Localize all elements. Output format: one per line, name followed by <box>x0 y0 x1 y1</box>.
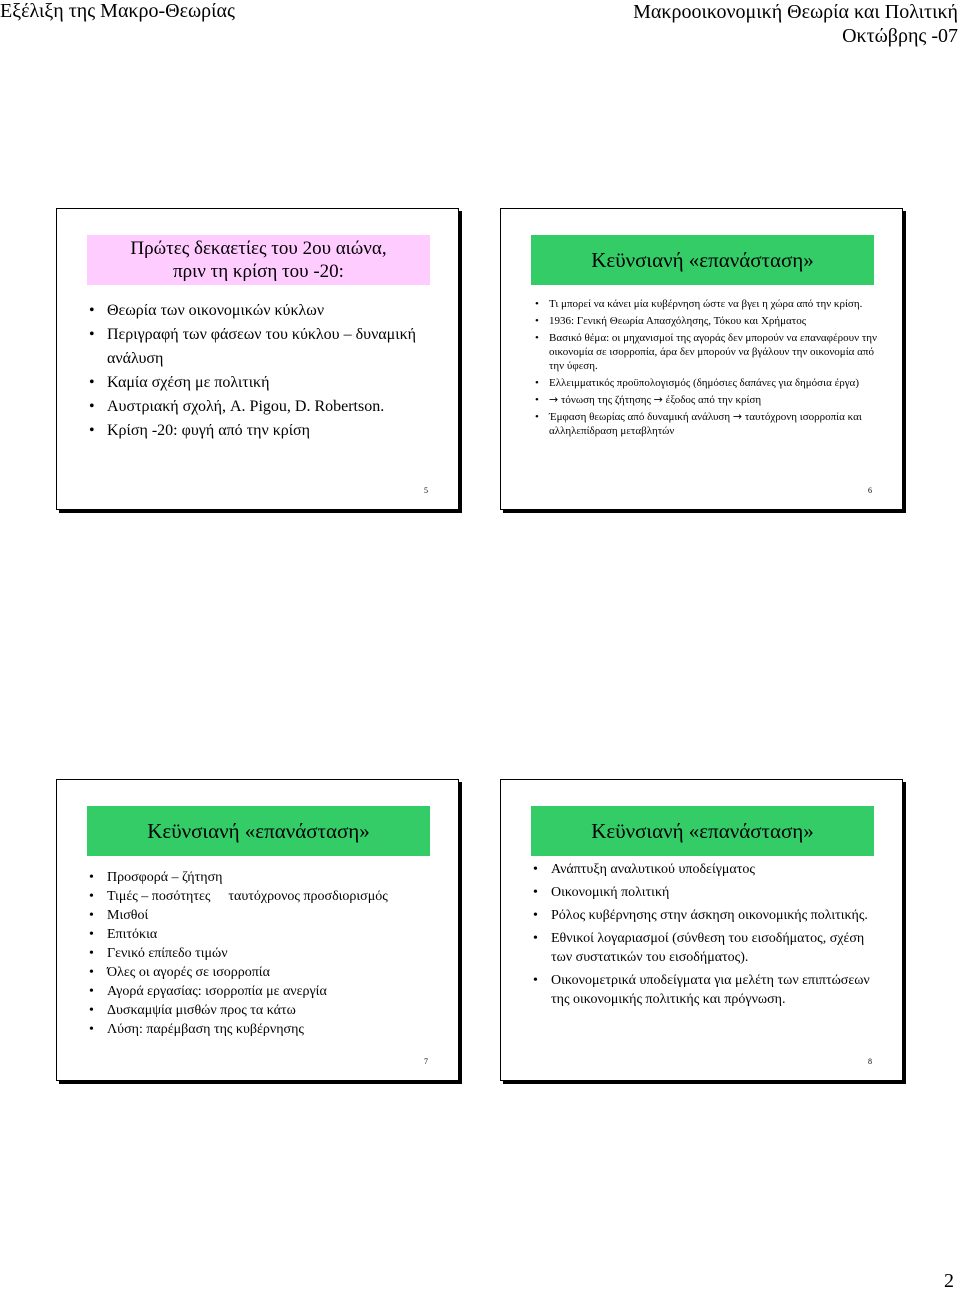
slide-6 <box>500 208 903 510</box>
bullet-item: • Καμία σχέση με πολιτική <box>87 371 440 395</box>
arrow-right-icon: → <box>653 393 663 406</box>
bullet-item: • Γενικό επίπεδο τιμών <box>87 944 440 963</box>
bullet-item <box>531 410 884 438</box>
bullet-item: • Εθνικοί λογαριασμοί (σύνθεση του εισοδήματος, σχέση των συστατικών του εισοδήματος). <box>531 929 884 967</box>
bullet-item: • Ελλειμματικός προϋπολογισμός (δημόσιες δαπάνες για δημόσια έργα) <box>531 376 884 390</box>
bullet-text-part: ταυτόχρονη ισορροπία και αλληλεπίδραση μεταβλητών <box>549 411 862 437</box>
slide-7 <box>56 779 459 1081</box>
bullet-item: • Τι μπορεί να κάνει μία κυβέρνηση ώστε να βγει η χώρα από την κρίση. <box>531 297 884 311</box>
arrow-right-icon: → <box>732 410 743 423</box>
bullet-list <box>87 868 440 1039</box>
bullet-item: • Μισθοί <box>87 906 440 925</box>
header-left-title: Εξέλιξη της Μακρο-Θεωρίας <box>0 0 235 22</box>
slide-title: Κεϋνσιανή «επανάσταση» <box>87 806 430 856</box>
bullet-item: • Ρόλος κυβέρνησης στην άσκηση οικονομικής πολιτικής. <box>531 906 884 925</box>
bullet-item: • Περιγραφή των φάσεων του κύκλου – δυναμική ανάλυση <box>87 323 440 371</box>
bullet-item: • Βασικό θέμα: οι μηχανισμοί της αγοράς δεν μπορούν να επαναφέρουν την οικονομία σε ισορροπία, άρα δεν μπορούν να βγάλουν την οικονομία από την ύφεση. <box>531 331 884 373</box>
bullet-item: • Επιτόκια <box>87 925 440 944</box>
bullet-list <box>531 297 884 441</box>
slide-number: 7 <box>424 1057 428 1066</box>
bullet-text-part: Τιμές – ποσότητες <box>107 889 211 904</box>
slide-number: 6 <box>868 486 872 495</box>
slide-5 <box>56 208 459 510</box>
bullet-item: • Κρίση -20: φυγή από την κρίση <box>87 419 440 443</box>
bullet-item <box>87 887 440 906</box>
page-number: 2 <box>944 1270 954 1292</box>
slide-title-line-2: πριν τη κρίση του -20: <box>173 261 344 282</box>
bullet-list <box>87 299 440 443</box>
bullet-item: • Δυσκαμψία μισθών προς τα κάτω <box>87 1001 440 1020</box>
bullet-item: • 1936: Γενική Θεωρία Απασχόλησης, Τόκου και Χρήματος <box>531 314 884 328</box>
bullet-list <box>531 860 884 1013</box>
bullet-text-part: ταυτόχρονος προσδιορισμός <box>228 889 388 904</box>
bullet-item: • Οικονομετρικά υποδείγματα για μελέτη των επιπτώσεων της οικονομικής πολιτικής και πρόγνωση. <box>531 971 884 1009</box>
slide-number: 5 <box>424 486 428 495</box>
slide-title <box>87 235 430 285</box>
bullet-item: • Λύση: παρέμβαση της κυβέρνησης <box>87 1020 440 1039</box>
slide-number: 8 <box>868 1057 872 1066</box>
bullet-text-part: τόνωση της ζήτησης <box>560 394 651 406</box>
bullet-item: • Οικονομική πολιτική <box>531 883 884 902</box>
slide-title: Κεϋνσιανή «επανάσταση» <box>531 235 874 285</box>
bullet-item: • Όλες οι αγορές σε ισορροπία <box>87 963 440 982</box>
bullet-item: • Προσφορά – ζήτηση <box>87 868 440 887</box>
header-right-course: Μακροοικονομική Θεωρία και Πολιτική <box>633 1 958 23</box>
bullet-item: • Αυστριακή σχολή, A. Pigou, D. Robertson. <box>87 395 440 419</box>
slide-title-line-1: Πρώτες δεκαετίες του 2ου αιώνα, <box>130 238 387 259</box>
bullet-item <box>531 393 884 407</box>
bullet-item: • Ανάπτυξη αναλυτικού υποδείγματος <box>531 860 884 879</box>
header-right-date: Οκτώβρης -07 <box>842 25 958 47</box>
slide-title: Κεϋνσιανή «επανάσταση» <box>531 806 874 856</box>
bullet-item: • Θεωρία των οικονομικών κύκλων <box>87 299 440 323</box>
header-right <box>633 0 958 48</box>
bullet-item: • Αγορά εργασίας: ισορροπία με ανεργία <box>87 982 440 1001</box>
slide-8 <box>500 779 903 1081</box>
bullet-text-part: Έμφαση θεωρίας από δυναμική ανάλυση <box>549 411 731 423</box>
arrow-right-icon: → <box>549 393 559 406</box>
bullet-text-part: έξοδος από την κρίση <box>665 394 762 406</box>
